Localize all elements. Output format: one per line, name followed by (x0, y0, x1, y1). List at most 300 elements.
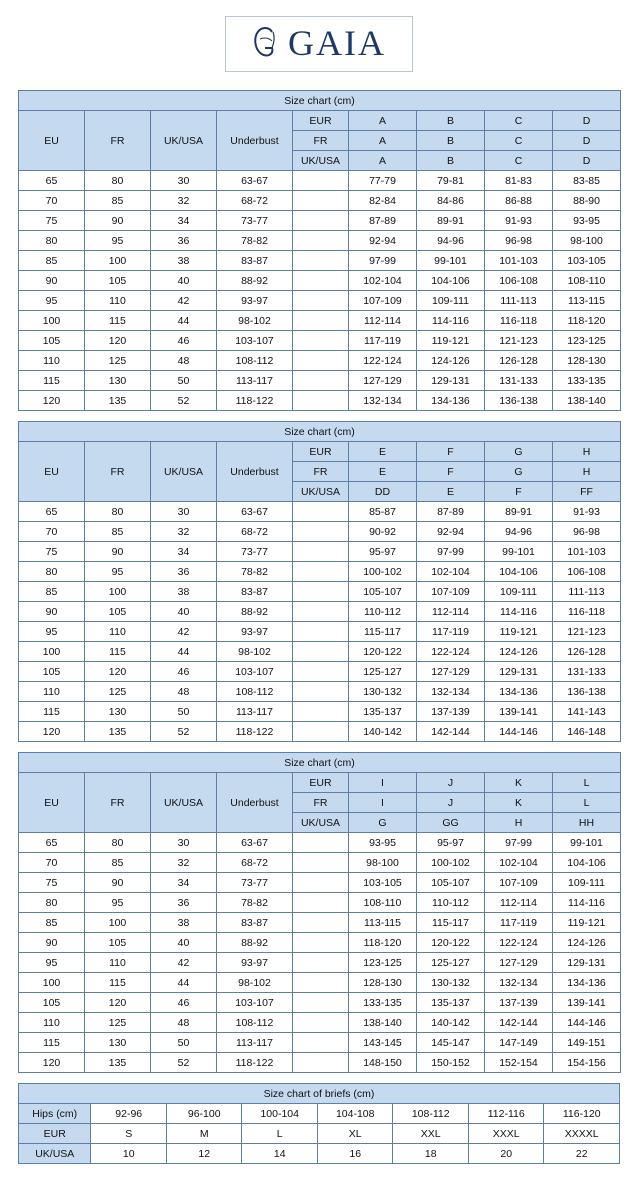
cup-size-header: A (349, 111, 417, 131)
cell-eu: 85 (19, 251, 85, 271)
cell-eu: 110 (19, 682, 85, 702)
cell-underbust: 83-87 (217, 913, 293, 933)
cell-bust-range: 139-141 (553, 993, 621, 1013)
cell-bust-range: 100-102 (349, 562, 417, 582)
table-row (19, 211, 621, 231)
cell-underbust: 63-67 (217, 502, 293, 522)
column-header-uk-usa: UK/USA (151, 111, 217, 171)
cell-bust-range: 97-99 (349, 251, 417, 271)
logo-box (225, 16, 413, 72)
cup-system-label: FR (293, 131, 349, 151)
cell-underbust: 118-122 (217, 391, 293, 411)
cup-size-header: G (485, 462, 553, 482)
cell-eu: 75 (19, 542, 85, 562)
cell-bust-range: 148-150 (349, 1053, 417, 1073)
cell-bust-range: 138-140 (349, 1013, 417, 1033)
cell-fr: 100 (85, 251, 151, 271)
cell-bust-range: 142-144 (485, 1013, 553, 1033)
cell-fr: 105 (85, 933, 151, 953)
cell-fr: 90 (85, 211, 151, 231)
spacer-cell (293, 662, 349, 682)
cup-size-header: F (485, 482, 553, 502)
cell-bust-range: 109-111 (417, 291, 485, 311)
column-header-uk-usa: UK/USA (151, 442, 217, 502)
cell-uk: 38 (151, 582, 217, 602)
table-row (19, 722, 621, 742)
briefs-cell: 14 (242, 1144, 318, 1164)
cell-bust-range: 144-146 (553, 1013, 621, 1033)
cell-bust-range: 104-106 (485, 562, 553, 582)
cell-underbust: 78-82 (217, 231, 293, 251)
spacer-cell (293, 291, 349, 311)
table-title: Size chart (cm) (19, 422, 621, 442)
table-row (19, 311, 621, 331)
cup-system-label: EUR (293, 773, 349, 793)
cell-bust-range: 136-138 (553, 682, 621, 702)
cell-bust-range: 133-135 (553, 371, 621, 391)
size-chart-table (18, 90, 621, 411)
cell-underbust: 98-102 (217, 642, 293, 662)
spacer-cell (293, 602, 349, 622)
column-header-underbust: Underbust (217, 111, 293, 171)
cell-uk: 42 (151, 291, 217, 311)
cell-uk: 48 (151, 1013, 217, 1033)
cell-bust-range: 106-108 (553, 562, 621, 582)
cell-fr: 90 (85, 542, 151, 562)
cup-system-label: EUR (293, 442, 349, 462)
spacer-cell (293, 833, 349, 853)
table-row (19, 682, 621, 702)
cell-bust-range: 122-124 (485, 933, 553, 953)
column-header-eu: EU (19, 773, 85, 833)
cell-bust-range: 128-130 (349, 973, 417, 993)
cell-fr: 130 (85, 371, 151, 391)
cell-underbust: 108-112 (217, 1013, 293, 1033)
cell-fr: 90 (85, 873, 151, 893)
cell-bust-range: 122-124 (417, 642, 485, 662)
briefs-cell: 92-96 (91, 1104, 167, 1124)
cell-fr: 100 (85, 913, 151, 933)
cell-uk: 46 (151, 331, 217, 351)
cell-underbust: 83-87 (217, 582, 293, 602)
spacer-cell (293, 622, 349, 642)
spacer-cell (293, 562, 349, 582)
cell-bust-range: 93-95 (553, 211, 621, 231)
cup-size-header: B (417, 131, 485, 151)
cell-underbust: 103-107 (217, 662, 293, 682)
cell-underbust: 118-122 (217, 1053, 293, 1073)
size-tables (18, 90, 620, 1164)
cell-bust-range: 106-108 (485, 271, 553, 291)
cell-bust-range: 117-119 (349, 331, 417, 351)
cell-uk: 52 (151, 722, 217, 742)
cell-eu: 90 (19, 933, 85, 953)
cell-eu: 90 (19, 271, 85, 291)
cell-bust-range: 108-110 (349, 893, 417, 913)
cell-bust-range: 140-142 (417, 1013, 485, 1033)
spacer-cell (293, 191, 349, 211)
cell-underbust: 88-92 (217, 933, 293, 953)
spacer-cell (293, 953, 349, 973)
cell-fr: 120 (85, 331, 151, 351)
cell-fr: 120 (85, 993, 151, 1013)
cup-size-header: I (349, 773, 417, 793)
cell-bust-range: 102-104 (417, 562, 485, 582)
cell-underbust: 113-117 (217, 702, 293, 722)
cell-fr: 115 (85, 642, 151, 662)
cell-bust-range: 129-131 (485, 662, 553, 682)
table-row (19, 702, 621, 722)
cup-size-header: K (485, 773, 553, 793)
spacer-cell (293, 371, 349, 391)
cell-uk: 34 (151, 211, 217, 231)
cell-eu: 115 (19, 702, 85, 722)
cell-eu: 110 (19, 1013, 85, 1033)
spacer-cell (293, 522, 349, 542)
cell-fr: 110 (85, 291, 151, 311)
briefs-cell: 12 (166, 1144, 242, 1164)
table-row (19, 582, 621, 602)
cell-underbust: 78-82 (217, 562, 293, 582)
cup-size-header: DD (349, 482, 417, 502)
cell-bust-range: 94-96 (417, 231, 485, 251)
cell-eu: 105 (19, 993, 85, 1013)
cell-underbust: 68-72 (217, 522, 293, 542)
cup-size-header: L (553, 793, 621, 813)
cell-bust-range: 125-127 (417, 953, 485, 973)
cup-size-header: E (349, 462, 417, 482)
cell-eu: 70 (19, 853, 85, 873)
spacer-cell (293, 642, 349, 662)
briefs-cell: 96-100 (166, 1104, 242, 1124)
cell-underbust: 103-107 (217, 993, 293, 1013)
cell-bust-range: 97-99 (485, 833, 553, 853)
column-header-underbust: Underbust (217, 773, 293, 833)
cell-bust-range: 127-129 (349, 371, 417, 391)
cup-size-header: F (417, 442, 485, 462)
cell-fr: 125 (85, 682, 151, 702)
cell-underbust: 98-102 (217, 973, 293, 993)
cell-bust-range: 138-140 (553, 391, 621, 411)
briefs-title: Size chart of briefs (cm) (19, 1084, 620, 1104)
cell-bust-range: 124-126 (417, 351, 485, 371)
cup-size-header: C (485, 111, 553, 131)
spacer-cell (293, 682, 349, 702)
table-row (19, 933, 621, 953)
cell-bust-range: 120-122 (349, 642, 417, 662)
spacer-cell (293, 973, 349, 993)
cup-size-header: C (485, 131, 553, 151)
cell-eu: 90 (19, 602, 85, 622)
cell-uk: 48 (151, 351, 217, 371)
column-header-fr: FR (85, 442, 151, 502)
cup-system-label: EUR (293, 111, 349, 131)
spacer-cell (293, 853, 349, 873)
cup-size-header: GG (417, 813, 485, 833)
cell-fr: 115 (85, 973, 151, 993)
cell-uk: 40 (151, 602, 217, 622)
cell-bust-range: 121-123 (485, 331, 553, 351)
cup-system-label: UK/USA (293, 482, 349, 502)
briefs-row (19, 1124, 620, 1144)
table-row (19, 191, 621, 211)
cell-underbust: 98-102 (217, 311, 293, 331)
cell-bust-range: 81-83 (485, 171, 553, 191)
table-header-row (19, 442, 621, 462)
spacer-cell (293, 271, 349, 291)
cell-bust-range: 141-143 (553, 702, 621, 722)
cell-fr: 95 (85, 893, 151, 913)
cell-uk: 30 (151, 502, 217, 522)
cell-uk: 44 (151, 311, 217, 331)
cell-bust-range: 112-114 (485, 893, 553, 913)
cell-bust-range: 105-107 (349, 582, 417, 602)
cell-underbust: 113-117 (217, 371, 293, 391)
cell-bust-range: 142-144 (417, 722, 485, 742)
table-header-row (19, 773, 621, 793)
briefs-cell: XXL (393, 1124, 469, 1144)
cell-eu: 120 (19, 391, 85, 411)
briefs-cell: XXXXL (544, 1124, 620, 1144)
cell-bust-range: 125-127 (349, 662, 417, 682)
briefs-cell: 20 (468, 1144, 544, 1164)
cell-underbust: 73-77 (217, 873, 293, 893)
table-header-row (19, 111, 621, 131)
cell-underbust: 88-92 (217, 602, 293, 622)
cell-fr: 80 (85, 502, 151, 522)
cell-fr: 105 (85, 602, 151, 622)
cell-eu: 70 (19, 522, 85, 542)
briefs-cell: XL (317, 1124, 393, 1144)
cell-bust-range: 129-131 (417, 371, 485, 391)
cell-bust-range: 87-89 (417, 502, 485, 522)
cell-fr: 125 (85, 1013, 151, 1033)
cell-bust-range: 126-128 (485, 351, 553, 371)
cell-eu: 110 (19, 351, 85, 371)
spacer-cell (293, 1053, 349, 1073)
cup-size-header: FF (553, 482, 621, 502)
cell-underbust: 88-92 (217, 271, 293, 291)
table-row (19, 833, 621, 853)
spacer-cell (293, 171, 349, 191)
column-header-eu: EU (19, 442, 85, 502)
cell-uk: 38 (151, 913, 217, 933)
briefs-cell: 116-120 (544, 1104, 620, 1124)
table-row (19, 231, 621, 251)
cell-uk: 42 (151, 622, 217, 642)
cell-uk: 32 (151, 522, 217, 542)
cell-bust-range: 107-109 (417, 582, 485, 602)
table-row (19, 522, 621, 542)
briefs-cell: L (242, 1124, 318, 1144)
table-row (19, 893, 621, 913)
table-row (19, 371, 621, 391)
cell-bust-range: 89-91 (417, 211, 485, 231)
cell-bust-range: 87-89 (349, 211, 417, 231)
cell-bust-range: 131-133 (553, 662, 621, 682)
cup-size-header: B (417, 111, 485, 131)
cell-bust-range: 132-134 (417, 682, 485, 702)
cell-bust-range: 92-94 (349, 231, 417, 251)
cell-bust-range: 114-116 (485, 602, 553, 622)
cup-size-header: G (349, 813, 417, 833)
table-title: Size chart (cm) (19, 753, 621, 773)
spacer-cell (293, 993, 349, 1013)
briefs-cell: 104-108 (317, 1104, 393, 1124)
brand-name: GAIA (288, 23, 386, 63)
cell-bust-range: 120-122 (417, 933, 485, 953)
cell-underbust: 63-67 (217, 833, 293, 853)
cell-eu: 80 (19, 231, 85, 251)
cell-bust-range: 86-88 (485, 191, 553, 211)
table-title-row (19, 422, 621, 442)
cell-underbust: 113-117 (217, 1033, 293, 1053)
cell-uk: 36 (151, 562, 217, 582)
cell-eu: 80 (19, 893, 85, 913)
cell-bust-range: 113-115 (349, 913, 417, 933)
cell-fr: 85 (85, 522, 151, 542)
cell-bust-range: 102-104 (485, 853, 553, 873)
cell-underbust: 93-97 (217, 622, 293, 642)
table-title-row (19, 753, 621, 773)
spacer-cell (293, 542, 349, 562)
table-row (19, 602, 621, 622)
cell-fr: 110 (85, 622, 151, 642)
cell-fr: 130 (85, 702, 151, 722)
cell-bust-range: 140-142 (349, 722, 417, 742)
cell-bust-range: 136-138 (485, 391, 553, 411)
cell-bust-range: 124-126 (485, 642, 553, 662)
spacer-cell (293, 933, 349, 953)
spacer-cell (293, 1013, 349, 1033)
table-row (19, 351, 621, 371)
cell-eu: 75 (19, 873, 85, 893)
cell-bust-range: 112-114 (417, 602, 485, 622)
table-row (19, 853, 621, 873)
table-row (19, 171, 621, 191)
cell-uk: 50 (151, 702, 217, 722)
column-header-fr: FR (85, 111, 151, 171)
spacer-cell (293, 1033, 349, 1053)
cell-uk: 36 (151, 231, 217, 251)
cell-fr: 115 (85, 311, 151, 331)
cup-size-header: L (553, 773, 621, 793)
cell-bust-range: 135-137 (417, 993, 485, 1013)
cell-bust-range: 134-136 (417, 391, 485, 411)
cell-eu: 120 (19, 1053, 85, 1073)
briefs-cell: 112-116 (468, 1104, 544, 1124)
cell-underbust: 73-77 (217, 211, 293, 231)
cell-underbust: 73-77 (217, 542, 293, 562)
cell-uk: 44 (151, 642, 217, 662)
cup-system-label: UK/USA (293, 151, 349, 171)
cell-bust-range: 137-139 (485, 993, 553, 1013)
spacer-cell (293, 702, 349, 722)
cell-bust-range: 99-101 (485, 542, 553, 562)
cell-bust-range: 83-85 (553, 171, 621, 191)
spacer-cell (293, 391, 349, 411)
cell-bust-range: 135-137 (349, 702, 417, 722)
cell-underbust: 68-72 (217, 853, 293, 873)
cell-bust-range: 137-139 (417, 702, 485, 722)
cell-bust-range: 109-111 (485, 582, 553, 602)
cell-underbust: 93-97 (217, 291, 293, 311)
briefs-row (19, 1104, 620, 1124)
cup-size-header: G (485, 442, 553, 462)
cell-bust-range: 89-91 (485, 502, 553, 522)
cell-bust-range: 94-96 (485, 522, 553, 542)
spacer-cell (293, 893, 349, 913)
cell-bust-range: 84-86 (417, 191, 485, 211)
cell-bust-range: 101-103 (485, 251, 553, 271)
table-row (19, 993, 621, 1013)
briefs-cell: 100-104 (242, 1104, 318, 1124)
cell-underbust: 108-112 (217, 351, 293, 371)
cell-eu: 85 (19, 582, 85, 602)
cell-bust-range: 97-99 (417, 542, 485, 562)
cell-eu: 105 (19, 662, 85, 682)
cell-bust-range: 144-146 (485, 722, 553, 742)
cell-underbust: 93-97 (217, 953, 293, 973)
spacer-cell (293, 251, 349, 271)
cup-size-header: H (485, 813, 553, 833)
cell-eu: 85 (19, 913, 85, 933)
cell-eu: 65 (19, 833, 85, 853)
cell-underbust: 83-87 (217, 251, 293, 271)
cell-fr: 135 (85, 391, 151, 411)
cup-size-header: A (349, 131, 417, 151)
briefs-cell: S (91, 1124, 167, 1144)
cell-bust-range: 139-141 (485, 702, 553, 722)
cell-bust-range: 134-136 (553, 973, 621, 993)
cell-uk: 42 (151, 953, 217, 973)
cell-uk: 30 (151, 833, 217, 853)
cell-bust-range: 134-136 (485, 682, 553, 702)
cup-system-label: UK/USA (293, 813, 349, 833)
cell-fr: 95 (85, 231, 151, 251)
cell-fr: 120 (85, 662, 151, 682)
cell-bust-range: 114-116 (553, 893, 621, 913)
cell-fr: 100 (85, 582, 151, 602)
cup-size-header: D (553, 131, 621, 151)
table-row (19, 973, 621, 993)
cell-uk: 44 (151, 973, 217, 993)
cell-bust-range: 115-117 (349, 622, 417, 642)
cell-bust-range: 104-106 (417, 271, 485, 291)
cell-bust-range: 116-118 (485, 311, 553, 331)
cell-underbust: 103-107 (217, 331, 293, 351)
cell-bust-range: 103-105 (349, 873, 417, 893)
briefs-cell: 10 (91, 1144, 167, 1164)
cup-size-header: E (349, 442, 417, 462)
cell-bust-range: 123-125 (349, 953, 417, 973)
cell-uk: 46 (151, 662, 217, 682)
cell-bust-range: 123-125 (553, 331, 621, 351)
cup-size-header: H (553, 462, 621, 482)
cell-bust-range: 119-121 (417, 331, 485, 351)
cell-fr: 135 (85, 1053, 151, 1073)
cell-fr: 85 (85, 191, 151, 211)
cell-eu: 105 (19, 331, 85, 351)
cell-bust-range: 132-134 (349, 391, 417, 411)
cell-eu: 65 (19, 502, 85, 522)
spacer-cell (293, 311, 349, 331)
cell-bust-range: 130-132 (417, 973, 485, 993)
column-header-eu: EU (19, 111, 85, 171)
cell-uk: 48 (151, 682, 217, 702)
cup-size-header: E (417, 482, 485, 502)
cup-size-header: I (349, 793, 417, 813)
